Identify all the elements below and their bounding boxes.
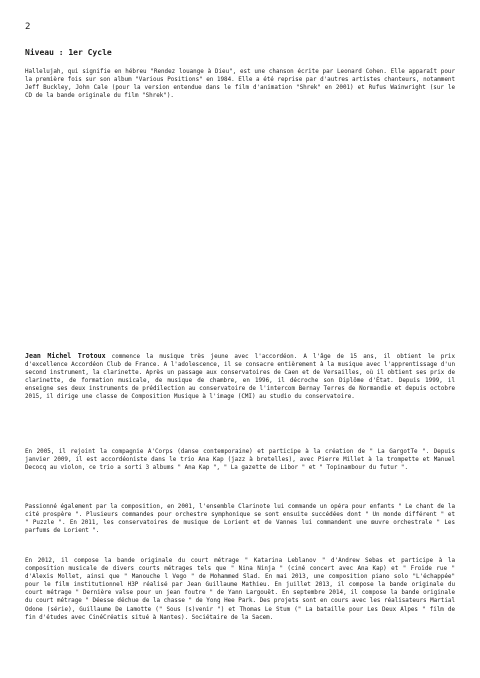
biography-text-1: commence la musique très jeune avec l'accordéon. A l'âge de 15 ans, il obtient le prix d'excellence Accordéon Club de France. A l'adolescence, il se consacre entièrement à la musique avec l'apprentissage d'un second instrument, la clarinette. Après un passage aux conservatoires de Caen et de Versailles, où il obtient ses prix de clarinette, de formation musicale, de musique de chambre, en 1996, il décroche son Diplôme d'État. Depuis 1999, il enseigne ses deux instruments de prédilection au conservatoire de l'intercom Bernay Terres de Normandie et depuis octobre 2015, il dirige une classe de Composition Musique à l'image (CMI) au studio du conservatoire. (25, 354, 455, 401)
composer-name: Jean Michel Trotoux (25, 352, 106, 360)
level-label: Niveau : 1er Cycle (25, 48, 112, 57)
biography-paragraph-3: Passionné également par la composition, en 2001, l'ensemble Clarinote lui commande un opéra pour enfants " Le chant de la cité prospère ". Plusieurs commandes pour orchestre symphonique se sont ensuite succédées dont " Un monde différent " et " Puzzle ". En 2011, les conservatoires de musique de Lorient et de Vannes lui commandent une œuvre orchestrale " Les parfums de Lorient ". (25, 504, 455, 535)
biography-paragraph-1 (25, 352, 455, 402)
intro-paragraph: Hallelujah, qui signifie en hébreu "Rendez louange à Dieu", est une chanson écrite par Leonard Cohen. Elle apparaît pour la première fois sur son album "Various Positions" en 1984. Elle a été reprise par d'autres artistes chanteurs, notamment Jeff Buckley, John Cale (pour la version entendue dans le film d'animation "Shrek" en 2001) et Rufus Wainwright (sur le CD de la bande originale du film "Shrek"). (25, 69, 455, 100)
biography-paragraph-2: En 2005, il rejoint la compagnie A'Corps (danse contemporaine) et participe à la création de " La GargotTe ". Depuis janvier 2009, il est accordéoniste dans le trio Ana Kap (jazz à bretelles), avec Pierre Millet à la trompette et Manuel Decocq au violon, ce trio a sorti 3 albums " Ana Kap ", " La gazette de Libor " et " Topinambour du futur ". (25, 449, 455, 472)
page-number: 2 (25, 22, 31, 32)
level-heading (25, 48, 112, 57)
biography-paragraph-4: En 2012, il compose la bande originale du court métrage " Katarina Leblanov " d'Andrew Sebas et participe à la composition musicale de divers courts métrages tels que " Nina Ninja " (ciné concert avec Ana Kap) et " Froide rue " d'Alexis Mollet, ainsi que " Manouche l Vego " de Mohammed Slad. En mai 2013, une composition piano solo "L'échappée" pour le film institutionnel H3P réalisé par Jean Guillaume Mathieu. En juillet 2013, il compose la bande originale du court métrage " Dernière valse pour un jean foutre " de Yann Largouët. En septembre 2014, il compose la bande originale du court métrage " Déesse déchue de la chasse " de Yong Hee Park. Des projets sont en cours avec les réalisateurs Martial Odone (série), Guillaume De Lamotte (" Sous (s)venir ") et Thomas Le Stum (" La bataille pour Les Deux Alpes " film de fin d'études avec CinéCréatis situé à Nantes). Sociétaire de la Sacem. (25, 558, 455, 621)
